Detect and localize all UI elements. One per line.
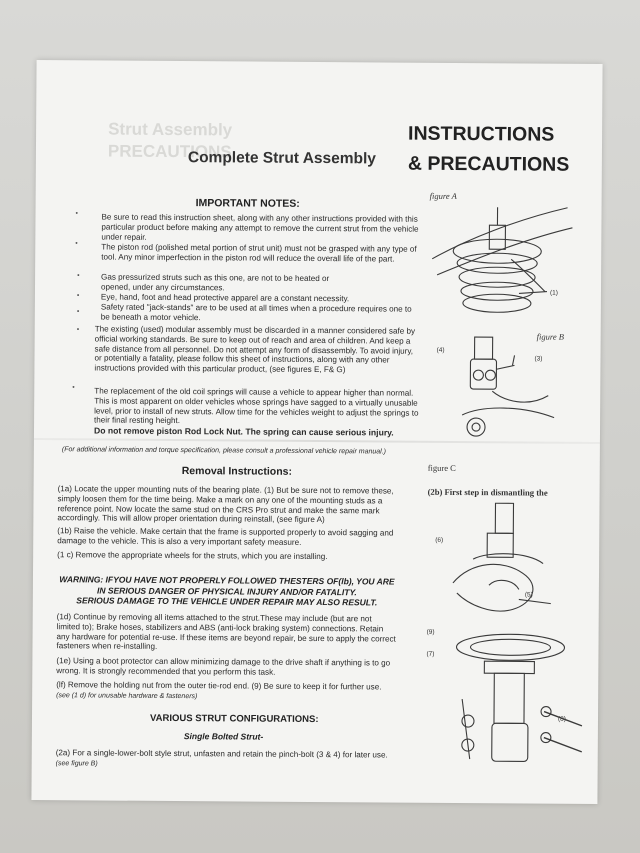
bullet-mark: • [76, 308, 80, 316]
important-notes-heading: IMPORTANT NOTES: [195, 197, 300, 210]
figure-c-caption: figure C [427, 462, 456, 473]
step-1f: (lf) Remove the holding nut from the outer tie-rod end. (9) Be sure to keep it for further use. (see (1 d) for unusable hardware & fasteners) [56, 680, 382, 700]
part-number-label: (9) [426, 628, 435, 636]
notes-paragraph: Gas pressurized struts such as this one, are not to be heated or opened, under any circumstances. [100, 272, 330, 293]
step-1d: (1d) Continue by removing all items attached to the strut.These may include (but are not limited to); Brake hoses, stabilizers and ABS (anti-lock braking system) connections. Retain any hardware for potential re-use. If these items are beyond repair, be sure to apply the correct fasteners when re-installing. [56, 612, 396, 652]
page-title: INSTRUCTIONS & PRECAUTIONS [407, 122, 570, 176]
subtitle: Complete Strut Assembly [187, 149, 377, 168]
step-1a: (1a) Locate the upper mounting nuts of the bearing plate. (1) But be sure not to remove these, simply loosen them for the time being. Make a mark on any one of the mounting studs as a reference point. Now locate the same stud on the CRS Pro strut and make the same mark accordingly. This will allow proper orientation during reinstall, (see figure A) [57, 484, 394, 525]
part-number-label: (5) [524, 591, 533, 599]
removal-heading: Removal Instructions: [181, 465, 293, 478]
part-number-label: (3) [534, 355, 543, 363]
footnote: (For additional information and torque specification, please consult a professional vehicle repair manual.) [61, 446, 387, 456]
step-2b-heading: (2b) First step in dismantling the [427, 486, 548, 498]
notes-paragraph: Be sure to read this instruction sheet, along with any other instructions provided with this particular product before making any attempt to remove the current strut from the vehicle under repair. [101, 212, 419, 242]
lock-nut-warning: Do not remove piston Rod Lock Nut. The spring can cause serious injury. [93, 425, 394, 438]
step-1e: (1e) Using a boot protector can allow minimizing damage to the drive shaft if anything is to go wrong. It is strongly recommended that you perform this task. [56, 656, 391, 677]
figure-c-dismantling-drawing [432, 499, 594, 780]
physical-injury-warning: WARNING: IFYOU HAVE NOT PROPERLY FOLLOWED THESTERS OF(lb), YOU ARE IN SERIOUS DANGER OF PHYSICAL INJURY AND/OR FATALITY. SERIOUS DAMAGE TO THE VEHICLE UNDER REPAIR MAY ALSO RESULT. [59, 574, 395, 608]
part-number-label: (7) [426, 650, 435, 658]
notes-paragraph: The replacement of the old coil springs will cause a vehicle to appear higher than normal. This is most apparent on older vehicles whose springs have sagged to a virtually unusable level, prior to install of new struts. Allow time for the vehicles weight to adjust the springs to their final resting height. [94, 386, 419, 426]
figure-b-pinch-bolt-drawing [452, 335, 573, 442]
notes-paragraph: Safety rated "jack-stands" are to be used at all times when a procedure requires one to be beneath a motor vehicle. [100, 302, 412, 322]
figure-b-caption: figure B [536, 331, 565, 342]
configurations-subheading: Single Bolted Strut- [183, 731, 264, 742]
part-number-label: (6) [435, 536, 444, 544]
figure-a-spring-mount-drawing [427, 199, 578, 332]
notes-paragraph: Eye, hand, foot and head protective apparel are a constant necessity. [100, 292, 350, 304]
notes-paragraph: The existing (used) modular assembly must be discarded in a manner considered safe by official working standards. Be sure to keep out of reach and area of children. And keep a safe distance from all personnel. Do not attempt any form of disassembly. To avoid injury, or potentially a fatality, please follow this sheet of instructions, along with any other instructions provided with this particular product, (see figures E, F& G) [94, 324, 416, 375]
bullet-mark: • [76, 326, 80, 334]
step-2a: (2a) For a single-lower-bolt style strut, unfasten and retain the pinch-bolt (3 & 4) for later use. (see figure B) [55, 748, 388, 768]
bullet-mark: • [76, 292, 80, 300]
step-1c: (1 c) Remove the appropriate wheels for the struts, which you are installing. [57, 550, 328, 562]
figure-a-caption: figure A [429, 190, 457, 201]
notes-paragraph: The piston rod (polished metal portion of strut unit) must not be grasped with any type of tool. Any minor imperfection in the piston rod will reduce the overall life of the part. [101, 242, 417, 264]
bullet-mark: • [77, 272, 80, 280]
bullet-mark: • [72, 384, 75, 392]
part-number-label: (8) [557, 715, 566, 723]
bleed-through-text: Strut Assembly PRECAUTIONS [107, 119, 233, 162]
bullet-mark: • [75, 210, 78, 218]
part-number-label: (1) [549, 289, 558, 297]
step-1b: (1b) Raise the vehicle. Make certain that the frame is supported properly to avoid sagging and damage to the vehicle. This is also a very important safety measure. [57, 526, 394, 547]
instruction-sheet [31, 60, 602, 804]
configurations-heading: VARIOUS STRUT CONFIGURATIONS: [149, 712, 319, 726]
part-number-label: (4) [436, 346, 445, 354]
bullet-mark: • [75, 240, 78, 248]
